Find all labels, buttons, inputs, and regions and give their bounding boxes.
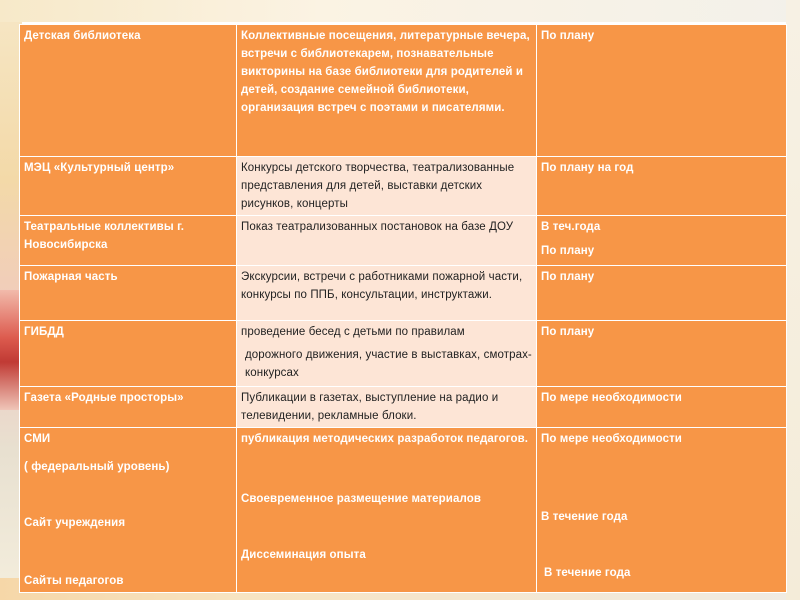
term-cell [537, 321, 787, 387]
content-text: Публикации в газетах, выступление на радио и телевидении, рекламные блоки. [241, 392, 499, 422]
org-name: ГИБДД [24, 326, 64, 338]
org-cell [20, 25, 237, 157]
org-cell [20, 266, 237, 321]
org-cell [20, 428, 237, 593]
decorative-right-border [786, 0, 800, 600]
content-cell [237, 266, 537, 321]
term-cell [537, 25, 787, 157]
term-text: По мере необходимости [541, 392, 682, 404]
org-cell [20, 321, 237, 387]
content-text: проведение бесед с детьми по правилам [241, 326, 465, 338]
term-cell [537, 216, 787, 266]
org-name: СМИ [24, 433, 51, 445]
table-row [20, 216, 787, 266]
table-row [20, 321, 787, 387]
content-cell [237, 321, 537, 387]
content-text: Экскурсии, встречи с работниками пожарной части, конкурсы по ППБ, консультации, инструктажи. [241, 271, 523, 301]
content-text: публикация методических разработок педагогов. [241, 433, 529, 445]
table-row [20, 387, 787, 428]
term-cell [537, 266, 787, 321]
table-row [20, 266, 787, 321]
term-text: По плану [541, 30, 595, 42]
term-text: По мере необходимости [541, 433, 682, 445]
content-text: Диссеминация опыта [241, 549, 366, 561]
content-text: Своевременное размещение материалов [241, 493, 482, 505]
content-text: дорожного движения, участие в выставках, смотрах-конкурсах [245, 349, 532, 379]
org-name: Газета «Родные просторы» [24, 392, 184, 404]
term-text: По плану на год [541, 162, 634, 174]
org-cell [20, 387, 237, 428]
term-text: В теч.года [541, 221, 601, 233]
org-cell [20, 157, 237, 216]
content-cell [237, 428, 537, 593]
table-row [20, 25, 787, 157]
term-text: В течение года [541, 511, 628, 523]
org-name: ( федеральный уровень) [24, 461, 170, 473]
term-text: По плану [541, 245, 595, 257]
term-cell [537, 157, 787, 216]
term-cell [537, 428, 787, 593]
content-text: Конкурсы детского творчества, театрализованные представления для детей, выставки детских рисунков, концерты [241, 162, 515, 210]
org-name: МЭЦ «Культурный центр» [24, 162, 175, 174]
content-cell [237, 157, 537, 216]
org-name: Детская библиотека [24, 30, 141, 42]
content-cell [237, 25, 537, 157]
org-name: Сайты педагогов [24, 575, 124, 587]
content-cell [237, 216, 537, 266]
content-cell [237, 387, 537, 428]
term-text: В течение года [544, 567, 631, 579]
decorative-top-border [0, 0, 800, 22]
content-text: Коллективные посещения, литературные вечера, встречи с библиотекарем, познавательные викторины на базе библиотеки для родителей и детей, создание семейной библиотеки, организация встреч с поэтами и писателями. [241, 30, 530, 114]
table-row [20, 428, 787, 593]
content-text: Показ театрализованных постановок на базе ДОУ [241, 221, 514, 233]
term-text: По плану [541, 326, 595, 338]
org-cell [20, 216, 237, 266]
org-name: Пожарная часть [24, 271, 118, 283]
table-row [20, 157, 787, 216]
term-cell [537, 387, 787, 428]
term-text: По плану [541, 271, 595, 283]
cooperation-table [19, 24, 787, 593]
org-name: Сайт учреждения [24, 517, 126, 529]
org-name: Театральные коллективы г. Новосибирска [24, 221, 185, 251]
